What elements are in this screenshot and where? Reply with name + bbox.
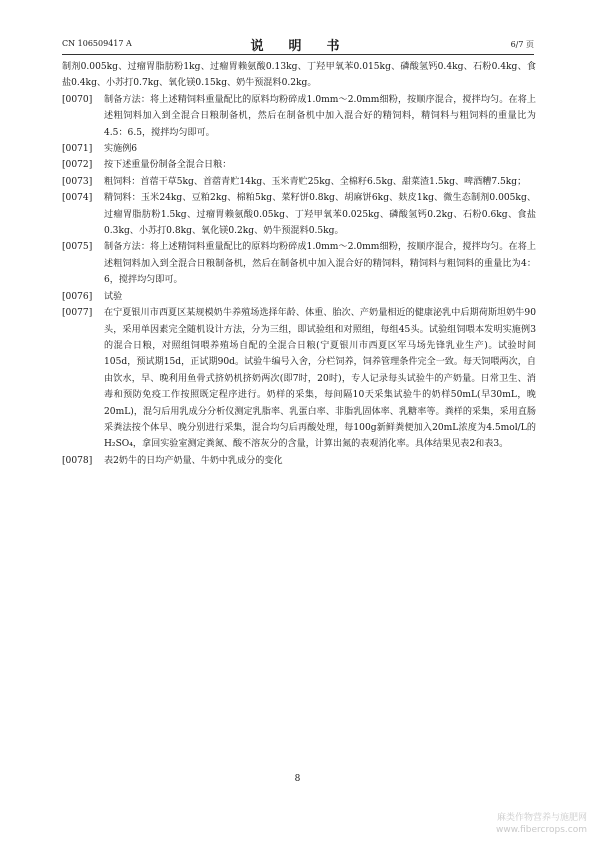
- paragraph-0073: [62, 174, 536, 190]
- paragraph-number: [0070]: [62, 94, 93, 105]
- paragraph-0076: [62, 289, 536, 305]
- paragraph-text: 制备方法：将上述精饲料重量配比的原料均粉碎成1.0mm～2.0mm细粉，按顺序混合，搅拌均匀。在将上述粗饲料加入到全混合日粮制备机，然后在制备机中加入混合好的精饲料，精饲料与粗饲料的重量比为4.5：6.5，搅拌均匀即可。: [104, 94, 536, 138]
- table-caption: 表2奶牛的日均产奶量、牛奶中乳成分的变化: [104, 455, 283, 466]
- paragraph-0074: [62, 190, 536, 239]
- paragraph-text: 制备方法：将上述精饲料重量配比的原料均粉碎成1.0mm～2.0mm细粉，按顺序混合，搅拌均匀。在将上述粗饲料加入到全混合日粮制备机，然后在制备机中加入混合好的精饲料，精饲料与粗饲料的重量比为4：6，搅拌均匀即可。: [104, 242, 536, 286]
- continuation-text: 制剂0.005kg、过瘤胃脂肪粉1kg、过瘤胃赖氨酸0.13kg、丁羟甲氧苯0.015kg、磷酸氢钙0.4kg、石粉0.4kg、食盐0.4kg、小苏打0.7kg、氧化镁0.15kg、奶牛预混料0.2kg。: [62, 62, 536, 89]
- section-heading: 试验: [104, 291, 123, 302]
- paragraph-0072: [62, 157, 536, 173]
- watermark-site-name: 麻类作物营养与施肥网: [496, 813, 587, 823]
- paragraph-number: [0078]: [62, 455, 93, 466]
- paragraph-number: [0077]: [62, 308, 93, 319]
- paragraph-number: [0075]: [62, 242, 93, 253]
- watermark: [496, 812, 587, 836]
- paragraph-text: 在宁夏银川市西夏区某规模奶牛养殖场选择年龄、体重、胎次、产奶量相近的健康泌乳中后期荷斯坦奶牛90头，采用单因素完全随机设计方法，分为三组，即试验组和对照组，每组45头。试验组饲喂本发明实施例3的混合日粮，对照组饲喂养殖场自配的全混合日粮(宁夏银川市西夏区军马场先锋乳业生产)。试验时间105d，预试期15d，正试期90d。试验牛编号入舍，分栏饲养，饲养管理条件完全一致。每天饲喂两次，自由饮水，早、晚利用鱼骨式挤奶机挤奶两次(即7时，20时)，专人记录每头试验牛的产奶量。日常卫生、消毒和预防免疫工作按照既定程序进行。奶样的采集，每间隔10天采集试验牛的奶样50mL(早30mL，晚20mL)，混匀后用乳成分分析仪测定乳脂率、乳蛋白率、非脂乳固体率、乳糖率等。粪样的采集，采用直肠采粪法按个体早、晚分别进行采集，混合均匀后再酸处理，每100g新鲜粪便加入20mL浓度为4.5mol/L的H₂SO₄，拿回实验室测定粪氮、酸不溶灰分的含量，计算出氮的表观消化率。具体结果见表2和表3。: [104, 308, 536, 450]
- paragraph-0070: [62, 92, 536, 141]
- paragraph-number: [0071]: [62, 144, 93, 155]
- paragraph-number: [0073]: [62, 176, 93, 187]
- document-title: 说 明 书: [250, 39, 346, 54]
- header-divider: [62, 54, 534, 55]
- paragraph-number: [0074]: [62, 193, 93, 204]
- paragraph-text: 粗饲料：首蓿干草5kg、首蓿青贮14kg、玉米青贮25kg、全棉籽6.5kg、甜菜渣1.5kg、啤酒糟7.5kg；: [104, 176, 527, 187]
- paragraph-0077: [62, 305, 536, 453]
- paragraph-number: [0072]: [62, 160, 93, 171]
- page-header: [62, 37, 534, 53]
- paragraph-0075: [62, 239, 536, 288]
- document-number: CN 106509417 A: [62, 39, 132, 48]
- page-indicator: 6/7 页: [510, 40, 534, 49]
- paragraph-0071: [62, 141, 536, 157]
- paragraph-0078: [62, 453, 536, 469]
- section-heading: 实施例6: [104, 144, 138, 155]
- document-body: [62, 59, 536, 469]
- watermark-url: www.fibercrops.com: [496, 825, 587, 835]
- paragraph-number: [0076]: [62, 291, 93, 302]
- paragraph-text: 精饲料：玉米24kg、豆粕2kg、棉粕5kg、菜籽饼0.8kg、胡麻饼6kg、麸皮1kg、微生态制剂0.005kg、过瘤胃脂肪粉1.5kg、过瘤胃赖氨酸0.05kg、丁羟甲氧苯0.025kg、磷酸氢钙0.2kg、石粉0.6kg、食盐0.3kg、小苏打0.8kg、氧化镁0.2kg、奶牛预混料0.5kg。: [104, 193, 536, 237]
- page-number: 8: [294, 774, 301, 784]
- paragraph-text: 按下述重量份制备全混合日粮：: [104, 160, 232, 171]
